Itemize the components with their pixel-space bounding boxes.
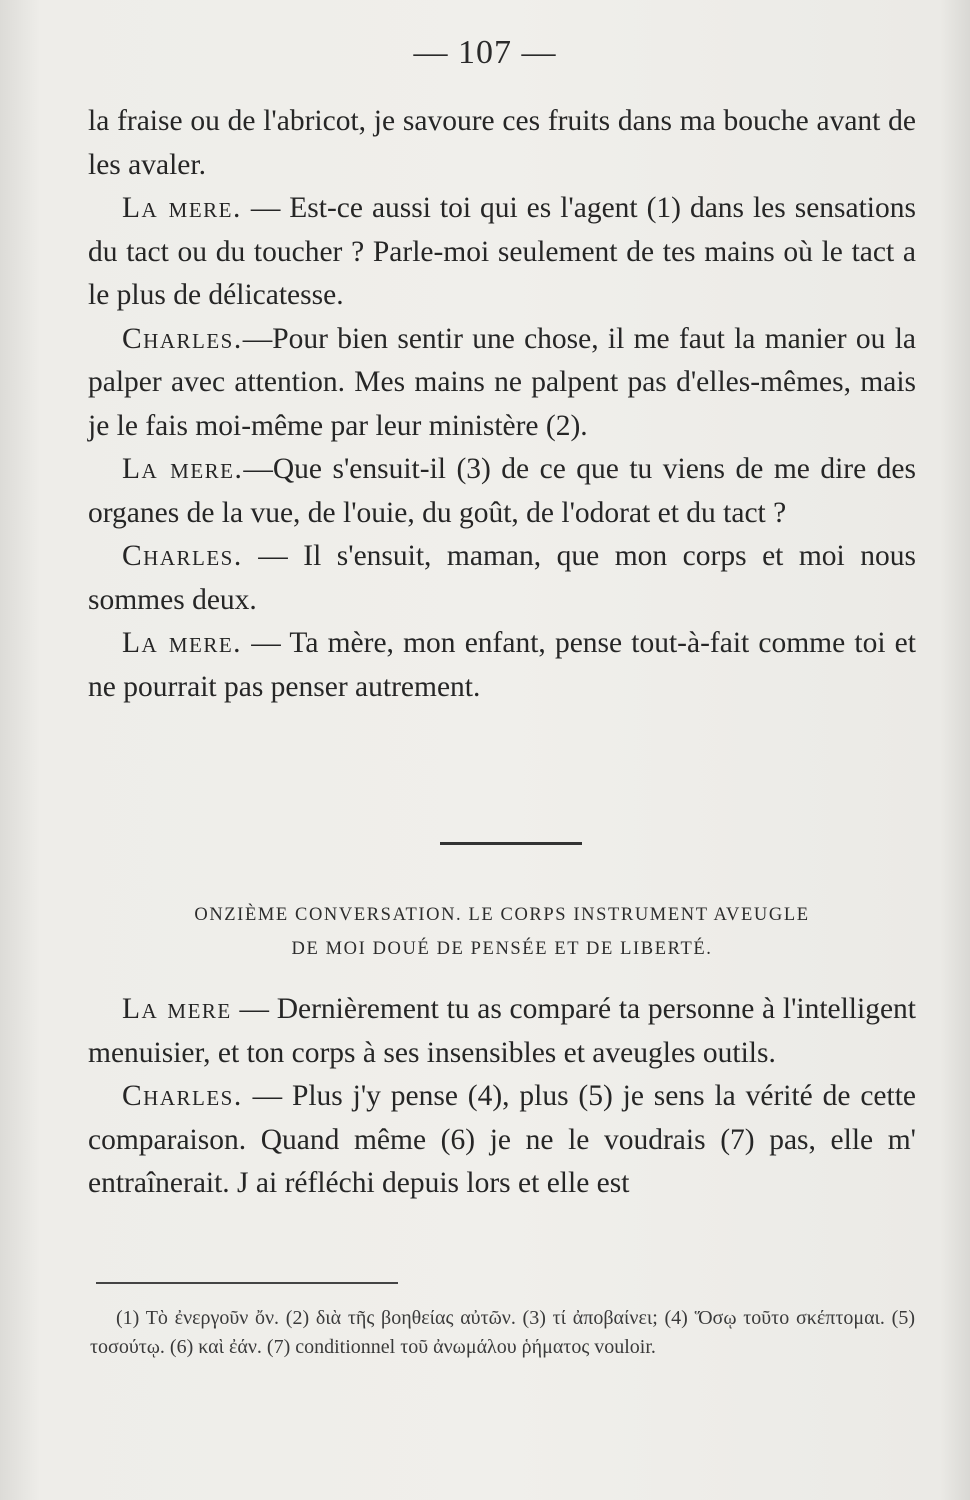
paragraph-text: —Pour bien sentir une chose, il me faut la manier ou la palper avec attention. Mes mains ne palpent pas d'elles-mêmes, mais je le fais moi-même par leur ministère (2).: [88, 322, 916, 442]
speaker-label: Charles.: [122, 540, 243, 572]
paragraph-la-mere-2: [88, 448, 916, 535]
speaker-label: La mere: [122, 993, 232, 1025]
speaker-label: Charles.: [122, 1080, 243, 1112]
paragraph-text: — Plus j'y pense (4), plus (5) je sens la vérité de cette comparaison. Quand même (6) je ne le voudrais (7) pas, elle m' entraînerait. J ai réfléchi depuis lors et elle est: [88, 1080, 916, 1199]
footnotes: [90, 1304, 915, 1361]
paragraph-charles-3: [88, 1075, 916, 1206]
speaker-label: La mere.: [122, 627, 243, 659]
chapter-heading-line-2: DE MOI DOUÉ DE PENSÉE ET DE LIBERTÉ.: [291, 939, 713, 959]
dialogue-bottom: [88, 988, 916, 1206]
paragraph-text: la fraise ou de l'abricot, je savoure ces fruits dans ma bouche avant de les avaler.: [88, 105, 916, 181]
paragraph-text: — Dernièrement tu as comparé ta personne à l'intelligent menuisier, et ton corps à ses insensibles et aveugles outils.: [88, 993, 916, 1069]
paragraph-text: — Il s'ensuit, maman, que mon corps et moi nous sommes deux.: [88, 540, 916, 616]
paragraph-continuation: [88, 100, 916, 187]
paragraph-charles-1: [88, 318, 916, 449]
footnote-divider: [96, 1282, 398, 1284]
paragraph-text: — Est-ce aussi toi qui es l'agent (1) dans les sensations du tact ou du toucher ? Parle-moi seulement de tes mains où le tact a le plus de délicatesse.: [88, 192, 916, 311]
paragraph-la-mere-4: [88, 988, 916, 1075]
chapter-heading-line-1: ONZIÈME CONVERSATION. LE CORPS INSTRUMENT AVEUGLE: [194, 905, 810, 925]
paragraph-la-mere-3: [88, 622, 916, 709]
chapter-heading: [88, 898, 916, 966]
footnote-text: (1) Τὸ ἐνεργοῦν ὄν. (2) διὰ τῆς βοηθείας αὐτῶν. (3) τί ἀποβαίνει; (4) Ὅσῳ τοῦτο σκέπτομαι. (5) τοσούτῳ. (6) καὶ ἐάν. (7) conditionnel τοῦ ἀνωμάλου ῥήματος vouloir.: [90, 1307, 915, 1358]
paragraph-text: —Que s'ensuit-il (3) de ce que tu viens de me dire des organes de la vue, de l'ouie, du goût, de l'odorat et du tact ?: [88, 453, 916, 529]
dialogue-top: [88, 100, 916, 709]
page-number: — 107 —: [413, 34, 557, 71]
paragraph-charles-2: [88, 535, 916, 622]
paragraph-la-mere-1: [88, 187, 916, 318]
speaker-label: La mere.: [122, 192, 242, 224]
speaker-label: Charles.: [122, 322, 243, 355]
paragraph-text: — Ta mère, mon enfant, pense tout-à-fait comme toi et ne pourrait pas penser autrement.: [88, 627, 916, 703]
speaker-label: La mere.: [122, 453, 244, 485]
section-divider: [440, 842, 582, 845]
